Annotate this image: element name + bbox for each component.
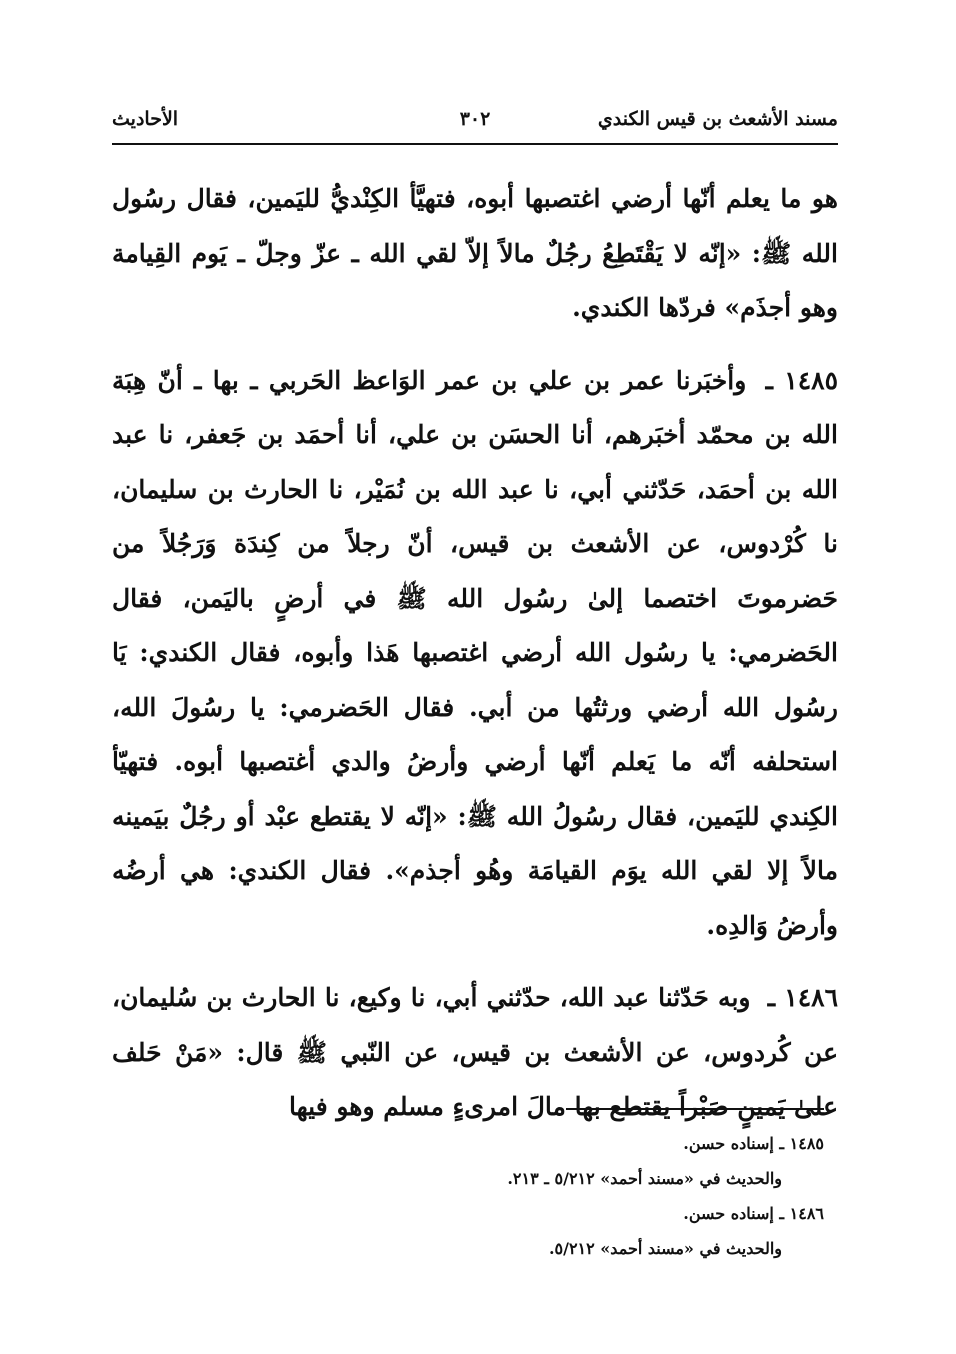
footnote: ١٤٨٦ ـ إسناده حسن. [683,1204,824,1223]
section-title: الأحاديث [112,108,179,130]
footnote: والحديث في «مسند أحمد» ٥/٢١٢. [548,1239,782,1258]
main-text [112,172,838,1153]
header-divider [112,143,838,145]
hadith-number: ١٤٨٥ ـ [765,365,838,395]
hadith-1485 [112,354,838,954]
footnote: ١٤٨٥ ـ إسناده حسن. [683,1134,824,1153]
page-number: ٣٠٢ [459,108,491,130]
hadith-number: ١٤٨٦ ـ [767,983,838,1012]
paragraph-continuation [112,172,838,336]
paragraph-text: وأخبَرنا عمر بن علي بن عمر الوَاعظ الحَربي ـ بها ـ أنّ هِبَة الله بن محمّد أخبَرهم، أنا الحسَن بن علي، أنا أحمَد بن جَعفر، نا عبد الله بن أحمَد، حَدّثني أبي، نا عبد الله بن نُمَيْر، نا الحارث بن سليمان، نا كُرْدوس، عن الأشعث بن قيس، أنّ رجلاً من كِندَة وَرَجُلاً من حَضرموتَ اختصما إلىٰ رسُول الله ﷺ في أرضٍ باليَمن، فقال الحَضرمي: يا رسُول الله أرضي اغتصبها هَذا وأبوه، فقال الكندي: يَا رسُول الله أرضي ورثتُها من أبي. فقال الحَضرمي: يا رسُولَ الله، استحلفه أنّه ما يَعلم أنّها أرضي وأرضُ والدي أغتصبها أبوه. فتهيّأ الكِندي لليَمين، فقال رسُولُ الله ﷺ: «إنّه لا يقتطع عبْد أو رجُلٌ بيَمينه مالاً إلا لقي الله يوَم القيامَة وهُو أجذم». فقال الكندي: هي أرضُه وأرضُ وَالدِه. [112,365,838,940]
footnotes [124,1126,824,1266]
paragraph-text: هو ما يعلم أنّها أرضي اغتصبها أبوه، فتهيَّأ الكِنْديُّ لليَمين، فقال رسُول الله ﷺ: «إنّه لا يَقْتَطِعُ رجُلٌ مالاً إلاّ لقي الله ـ عزّ وجلّ ـ يَوم القِيامة وهو أجذَم» فردّها الكندي. [112,184,838,322]
footnote-divider [566,1108,824,1110]
page-header [112,102,838,142]
footnote: والحديث في «مسند أحمد» ٥/٢١٢ ـ ٢١٣. [507,1169,782,1188]
book-title: مسند الأشعث بن قيس الكندي [597,108,838,130]
paragraph-text: وبه حَدّثنا عبد الله، حدّثني أبي، نا وكيع، نا الحارث بن سُليمان، عن كُردوس، عن الأشعث بن قيس، عن النّبي ﷺ قال: «مَنْ حَلف علىٰ يَمينٍ صَبْراً يقتطع بها مالَ امرىءٍ مسلم وهو فيها [112,983,838,1121]
